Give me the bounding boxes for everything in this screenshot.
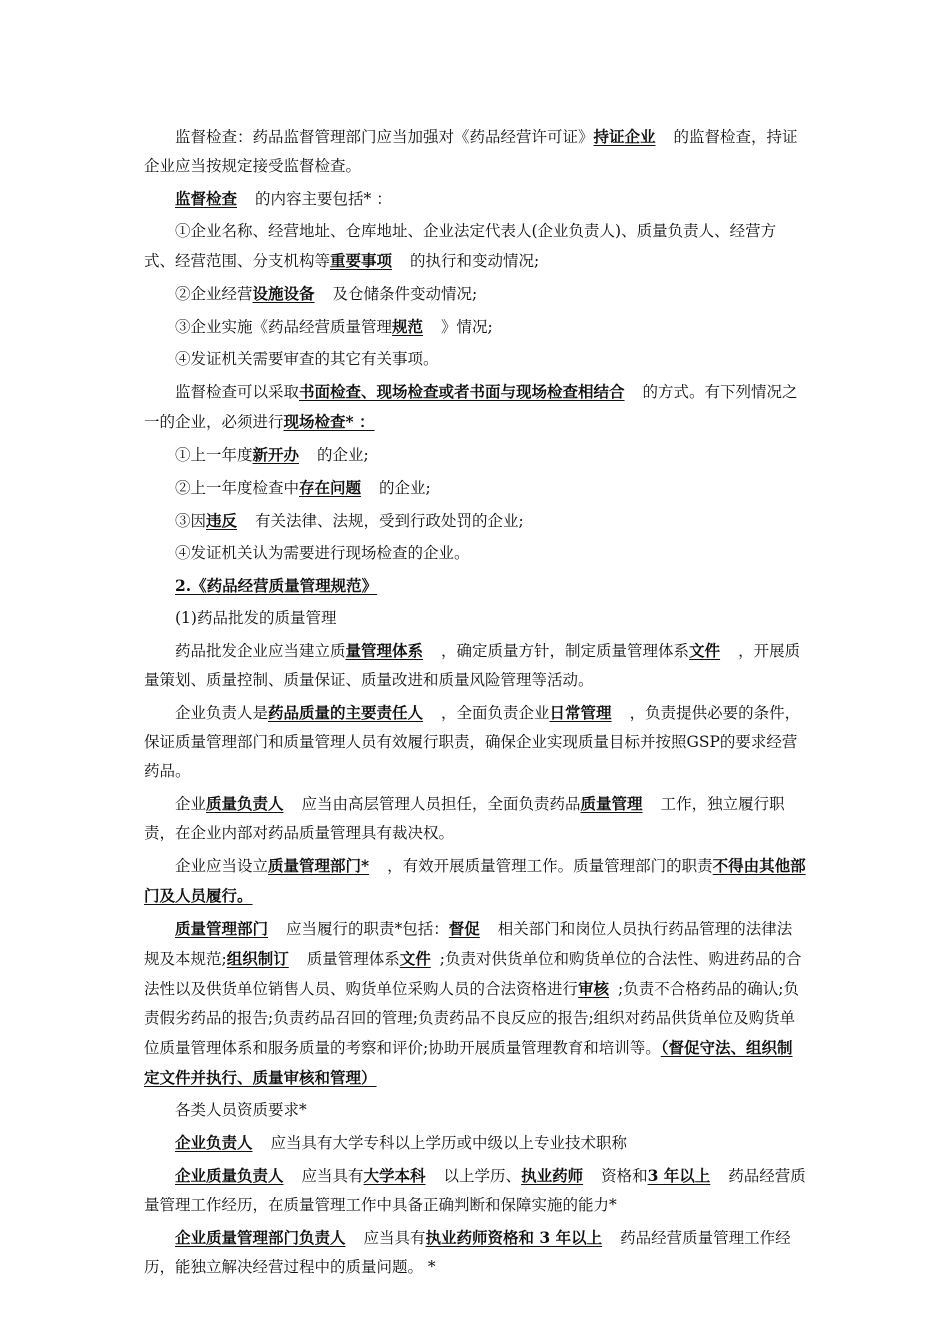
key-term: （督促守法、组织制定文件并执行、质量审核和管理）: [144, 1038, 793, 1087]
paragraph-supervision-content: [144, 184, 806, 214]
paragraph-quality-head: [144, 789, 806, 848]
key-term: 不得由其他部门及人员履行。: [144, 856, 806, 905]
text: 》情况;: [441, 318, 493, 336]
key-term: 文件: [689, 641, 721, 660]
list-item: [144, 279, 806, 309]
key-term: 日常管理: [549, 703, 612, 722]
text: 企业: [175, 795, 207, 813]
text: 应当具有: [363, 1229, 426, 1247]
paragraph-enterprise-head: [144, 698, 806, 786]
text: 监督检查可以采取: [175, 383, 300, 401]
text: ，确定质量方针，制定质量管理体系: [441, 642, 690, 660]
key-term: 违反: [206, 511, 238, 530]
text: ;负责不合格药品的确认;负责假劣药品的报告;负责药品召回的管理;负责药品不良反应的报告;组织对药品供货单位及购货单位质量管理体系和服务质量的考察和评价;协助开展质量管理教育和培训等。: [144, 980, 799, 1057]
text: 资格和: [601, 1167, 648, 1185]
text: 应当具有大学专科以上学历或中级以上专业技术职称: [270, 1134, 628, 1152]
text: ，有效开展质量管理工作。质量管理部门的职责: [387, 857, 713, 875]
key-term: 质量管理部门: [175, 919, 269, 938]
text: 工作，独立履行职责，在企业内部对药品质量管理具有裁决权。: [144, 795, 785, 842]
paragraph-quality-system: [144, 636, 806, 695]
text: 质量管理体系: [306, 950, 400, 968]
text: 应当由高层管理人员担任，全面负责药品: [301, 795, 581, 813]
text: ②企业经营: [175, 285, 253, 303]
text: 的企业;: [317, 446, 369, 464]
paragraph-qualification-item: [144, 1223, 806, 1282]
list-item: [144, 312, 806, 342]
text: 监督检查：药品监督管理部门应当加强对《药品经营许可证》: [175, 128, 594, 146]
text: 药品批发企业应当建立质: [175, 642, 346, 660]
paragraph-department-duties: [144, 914, 806, 1093]
key-term: 监督检查: [175, 189, 238, 208]
heading-text: (1)药品批发的质量管理: [175, 609, 337, 627]
text: 的内容主要包括* ：: [255, 190, 392, 208]
key-term: 设施设备: [252, 284, 315, 303]
key-term: 质量负责人: [206, 794, 284, 813]
text: 的企业;: [379, 479, 431, 497]
text: 及仓储条件变动情况;: [332, 285, 478, 303]
key-term: 企业质量负责人: [175, 1166, 284, 1185]
list-item: [144, 539, 806, 568]
paragraph-qualification-title: [144, 1096, 806, 1125]
key-term: 新开办: [252, 445, 300, 464]
key-term: 规范: [392, 317, 424, 336]
text: 应当具有: [301, 1167, 364, 1185]
paragraph-qualification-item: [144, 1128, 806, 1158]
text: 相关部门和岗位人员执行药品管理的法律法规及本规范;: [144, 920, 793, 968]
key-term: 存在问题: [299, 478, 362, 497]
subsection-heading: [144, 604, 806, 633]
key-term: 3 年以上: [647, 1166, 711, 1185]
section-heading: [144, 571, 806, 601]
text: 以上学历、: [443, 1167, 522, 1185]
key-term: 企业负责人: [175, 1133, 253, 1152]
paragraph-qualification-item: [144, 1161, 806, 1220]
key-term: 文件: [399, 949, 431, 968]
key-term: 持证企业: [593, 127, 656, 146]
text: ③因: [175, 512, 207, 530]
text: 药品经营质量管理工作经历，在质量管理工作中具备正确判断和保障实施的能力*: [144, 1167, 806, 1214]
text: ，负责提供必要的条件，保证质量管理部门和质量管理人员有效履行职责，确保企业实现质量目标并按照GSP的要求经营药品。: [144, 704, 801, 780]
key-term: 质量管理: [580, 794, 643, 813]
key-term: 现场检查* ：: [283, 412, 375, 431]
text: ④发证机关需要审查的其它有关事项。: [175, 350, 439, 368]
text: 有关法律、法规，受到行政处罚的企业;: [255, 512, 524, 530]
list-item: [144, 345, 806, 374]
key-term: 药品质量的主要责任人: [268, 703, 424, 722]
text: ①上一年度: [175, 446, 253, 464]
document-body: [144, 122, 806, 1282]
key-term: 执业药师资格和 3 年以上: [425, 1228, 603, 1247]
heading-text: 2.《药品经营质量管理规范》: [175, 576, 378, 595]
key-term: 质量管理部门*: [268, 856, 370, 875]
key-term: 执业药师: [521, 1166, 584, 1185]
text: ③企业实施《药品经营质量管理: [175, 318, 393, 336]
text: ②上一年度检查中: [175, 479, 300, 497]
key-term: 企业质量管理部门负责人: [175, 1228, 346, 1247]
text: 药品经营质量管理工作经历，能独立解决经营过程中的质量问题。 *: [144, 1229, 791, 1276]
list-item: [144, 473, 806, 503]
key-term: 量管理体系: [345, 641, 424, 660]
text: ①企业名称、经营地址、仓库地址、企业法定代表人(企业负责人)、质量负责人、经营方式、经营范围、分支机构等: [144, 222, 777, 270]
paragraph-quality-department: [144, 851, 806, 911]
text: ④发证机关认为需要进行现场检查的企业。: [175, 544, 470, 562]
text: 的执行和变动情况;: [410, 252, 540, 270]
list-item: [144, 217, 806, 276]
key-term: 书面检查、现场检查或者书面与现场检查相结合: [299, 382, 625, 401]
text: 的监督检查，持证企业应当按规定接受监督检查。: [144, 128, 798, 175]
paragraph-inspection-methods: [144, 377, 806, 437]
list-item: [144, 440, 806, 470]
text: 各类人员资质要求*: [175, 1101, 307, 1119]
key-term: 督促: [448, 919, 480, 938]
list-item: [144, 506, 806, 536]
text: 企业应当设立: [175, 857, 269, 875]
key-term: 组织制订: [226, 949, 289, 968]
text: ，开展质量策划、质量控制、质量保证、质量改进和质量风险管理等活动。: [144, 642, 801, 689]
text: 企业负责人是: [175, 704, 269, 722]
key-term: 大学本科: [363, 1166, 426, 1185]
key-term: 审核: [578, 979, 610, 998]
text: ，全面负责企业: [441, 704, 550, 722]
text: 的方式。有下列情况之一的企业，必须进行: [144, 383, 798, 431]
paragraph-supervision-intro: [144, 122, 806, 181]
text: ;负责对供货单位和购货单位的合法性、购进药品的合法性以及供货单位销售人员、购货单位采购人员的合法资格进行: [144, 950, 802, 998]
text: 应当履行的职责*包括：: [286, 920, 449, 938]
key-term: 重要事项: [330, 251, 393, 270]
